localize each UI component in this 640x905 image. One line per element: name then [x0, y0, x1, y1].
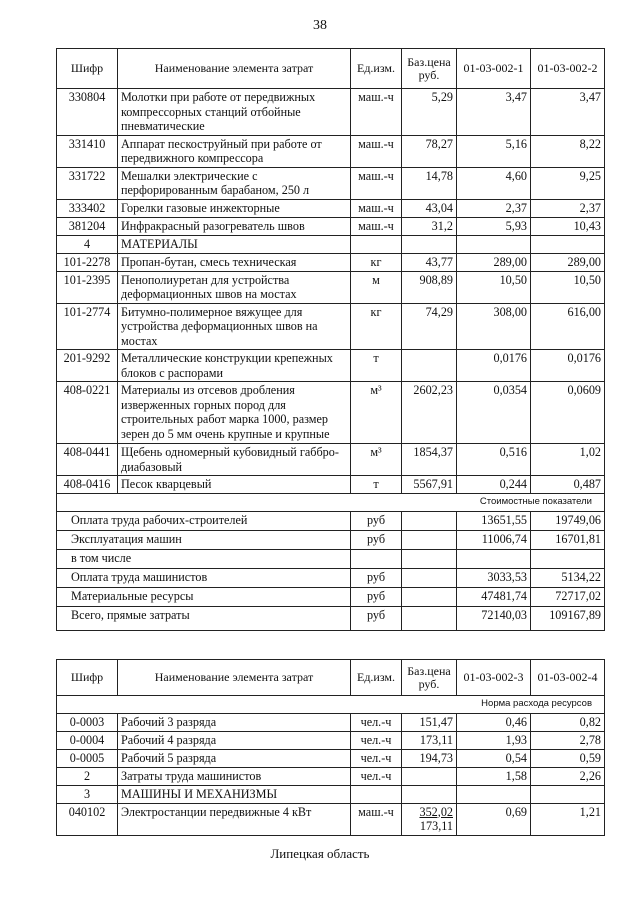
section-title: МАТЕРИАЛЫ — [118, 235, 351, 253]
table-row — [57, 89, 605, 136]
row-value-1: 3,47 — [457, 89, 531, 136]
row-name: Молотки при работе от передвижных компрессорных станций отбойные пневматические — [118, 89, 351, 136]
row-name: Электростанции передвижные 4 кВт — [118, 803, 351, 835]
row-code: 101-2395 — [57, 271, 118, 303]
row-code: 333402 — [57, 199, 118, 217]
summary-row — [57, 511, 605, 530]
row-price: 151,47 — [402, 713, 457, 731]
summary-row — [57, 549, 605, 568]
row-value-2: 0,487 — [531, 476, 605, 494]
summary-name: Материальные ресурсы — [57, 587, 351, 606]
section-title: МАШИНЫ И МЕХАНИЗМЫ — [118, 785, 351, 803]
summary-name: Эксплуатация машин — [57, 530, 351, 549]
summary-name: Оплата труда машинистов — [57, 568, 351, 587]
table-row — [57, 713, 605, 731]
row-value-1: 10,50 — [457, 271, 531, 303]
row-code: 330804 — [57, 89, 118, 136]
row-code: 101-2278 — [57, 253, 118, 271]
row-code: 331410 — [57, 135, 118, 167]
summary-unit — [351, 549, 402, 568]
row-code: 201-9292 — [57, 350, 118, 382]
summary-unit: руб — [351, 530, 402, 549]
row-unit: кг — [351, 303, 402, 350]
summary-value-2: 5134,22 — [531, 568, 605, 587]
row-value-1: 0,54 — [457, 749, 531, 767]
summary-value-2: 109167,89 — [531, 606, 605, 630]
summary-value-1: 72140,03 — [457, 606, 531, 630]
header-name: Наименование элемента затрат — [118, 49, 351, 89]
table-row — [57, 731, 605, 749]
row-code: 381204 — [57, 217, 118, 235]
row-unit: маш.-ч — [351, 167, 402, 199]
row-code: 101-2774 — [57, 303, 118, 350]
row-name: Рабочий 3 разряда — [118, 713, 351, 731]
row-name: Щебень одномерный кубовидный габбро-диабазовый — [118, 444, 351, 476]
row-price: 173,11 — [402, 731, 457, 749]
summary-value-2 — [531, 549, 605, 568]
row-code: 0-0005 — [57, 749, 118, 767]
summary-value-1: 13651,55 — [457, 511, 531, 530]
summary-unit: руб — [351, 606, 402, 630]
row-value-1: 0,46 — [457, 713, 531, 731]
table-row — [57, 217, 605, 235]
row-price — [402, 350, 457, 382]
summary-value-1 — [457, 549, 531, 568]
summary-row — [57, 530, 605, 549]
row-value-1: 1,93 — [457, 731, 531, 749]
header-name: Наименование элемента затрат — [118, 660, 351, 696]
row-unit: чел.-ч — [351, 749, 402, 767]
table-row — [57, 382, 605, 444]
row-code: 0-0004 — [57, 731, 118, 749]
row-unit: маш.-ч — [351, 217, 402, 235]
summary-row — [57, 606, 605, 630]
table-row — [57, 253, 605, 271]
row-code: 408-0441 — [57, 444, 118, 476]
section-number: 3 — [57, 785, 118, 803]
summary-value-2: 19749,06 — [531, 511, 605, 530]
row-code: 040102 — [57, 803, 118, 835]
summary-row — [57, 568, 605, 587]
table2-header-row — [57, 660, 605, 696]
row-price: 5,29 — [402, 89, 457, 136]
row-value-2: 9,25 — [531, 167, 605, 199]
row-unit: маш.-ч — [351, 803, 402, 835]
row-code: 408-0416 — [57, 476, 118, 494]
summary-unit: руб — [351, 587, 402, 606]
row-value-1: 0,69 — [457, 803, 531, 835]
cost-table-2 — [56, 659, 605, 836]
row-name: Мешалки электрические с перфорированным барабаном, 250 л — [118, 167, 351, 199]
row-price: 194,73 — [402, 749, 457, 767]
row-name: Затраты труда машинистов — [118, 767, 351, 785]
table-row — [57, 444, 605, 476]
row-name: Горелки газовые инжекторные — [118, 199, 351, 217]
header-price: Баз.цена руб. — [402, 49, 457, 89]
summary-name: Всего, прямые затраты — [57, 606, 351, 630]
row-value-2: 1,02 — [531, 444, 605, 476]
price-current: 352,02 — [419, 804, 453, 819]
row-unit: чел.-ч — [351, 713, 402, 731]
summary-row — [57, 587, 605, 606]
row-value-2: 1,21 — [531, 803, 605, 835]
row-unit: чел.-ч — [351, 767, 402, 785]
row-code: 2 — [57, 767, 118, 785]
table-row — [57, 803, 605, 835]
row-value-1: 308,00 — [457, 303, 531, 350]
row-value-2: 2,26 — [531, 767, 605, 785]
row-value-1: 4,60 — [457, 167, 531, 199]
row-name: Рабочий 4 разряда — [118, 731, 351, 749]
summary-unit: руб — [351, 568, 402, 587]
row-price: 2602,23 — [402, 382, 457, 444]
cost-table-1 — [56, 48, 605, 631]
row-unit: маш.-ч — [351, 89, 402, 136]
row-name: Песок кварцевый — [118, 476, 351, 494]
row-price: 78,27 — [402, 135, 457, 167]
row-name: Рабочий 5 разряда — [118, 749, 351, 767]
row-unit: чел.-ч — [351, 731, 402, 749]
summary-value-2: 16701,81 — [531, 530, 605, 549]
header-col1: 01-03-002-3 — [457, 660, 531, 696]
row-value-2: 0,0176 — [531, 350, 605, 382]
row-code: 408-0221 — [57, 382, 118, 444]
region-footer: Липецкая область — [270, 846, 370, 861]
row-value-2: 10,50 — [531, 271, 605, 303]
row-unit: маш.-ч — [351, 135, 402, 167]
row-name: Битумно-полимерное вяжущее для устройства деформационных швов на мостах — [118, 303, 351, 350]
cost-indicators-note: Стоимостные показатели — [57, 494, 605, 512]
row-unit: т — [351, 476, 402, 494]
table-row — [57, 135, 605, 167]
row-name: Аппарат пескоструйный при работе от передвижного компрессора — [118, 135, 351, 167]
page-number: 38 — [313, 18, 327, 33]
header-col1: 01-03-002-1 — [457, 49, 531, 89]
summary-name: Оплата труда рабочих-строителей — [57, 511, 351, 530]
row-unit: т — [351, 350, 402, 382]
row-name: Пропан-бутан, смесь техническая — [118, 253, 351, 271]
row-price: 43,04 — [402, 199, 457, 217]
summary-unit: руб — [351, 511, 402, 530]
row-value-2: 10,43 — [531, 217, 605, 235]
row-price: 908,89 — [402, 271, 457, 303]
table-row — [57, 199, 605, 217]
row-price: 74,29 — [402, 303, 457, 350]
row-name: Инфракрасный разогреватель швов — [118, 217, 351, 235]
row-name: Материалы из отсевов дробления изверженных горных пород для строительных работ марка 1000, размер зерен до 5 мм очень крупные и крупные — [118, 382, 351, 444]
section-row — [57, 235, 605, 253]
header-price: Баз.цена руб. — [402, 660, 457, 696]
row-price: 14,78 — [402, 167, 457, 199]
price-previous: 173,11 — [419, 819, 453, 833]
row-value-1: 5,16 — [457, 135, 531, 167]
table1-header-row — [57, 49, 605, 89]
table-row — [57, 476, 605, 494]
row-value-2: 616,00 — [531, 303, 605, 350]
row-value-2: 2,78 — [531, 731, 605, 749]
row-value-1: 2,37 — [457, 199, 531, 217]
summary-value-2: 72717,02 — [531, 587, 605, 606]
header-code: Шифр — [57, 49, 118, 89]
row-value-2: 3,47 — [531, 89, 605, 136]
table-row — [57, 767, 605, 785]
row-price — [402, 767, 457, 785]
row-unit: м — [351, 271, 402, 303]
row-price: 5567,91 — [402, 476, 457, 494]
table-row — [57, 271, 605, 303]
resource-note-row — [57, 696, 605, 714]
row-value-2: 0,59 — [531, 749, 605, 767]
row-value-1: 0,0354 — [457, 382, 531, 444]
row-value-2: 289,00 — [531, 253, 605, 271]
row-unit: кг — [351, 253, 402, 271]
section-number: 4 — [57, 235, 118, 253]
row-value-2: 0,0609 — [531, 382, 605, 444]
header-col2: 01-03-002-4 — [531, 660, 605, 696]
table-row — [57, 749, 605, 767]
row-unit: м³ — [351, 444, 402, 476]
resource-norm-note: Норма расхода ресурсов — [57, 696, 605, 714]
cost-note-row — [57, 494, 605, 512]
header-code: Шифр — [57, 660, 118, 696]
row-value-1: 0,0176 — [457, 350, 531, 382]
row-price — [402, 803, 457, 835]
table-row — [57, 350, 605, 382]
row-price: 43,77 — [402, 253, 457, 271]
summary-name: в том числе — [57, 549, 351, 568]
row-value-1: 5,93 — [457, 217, 531, 235]
table-row — [57, 167, 605, 199]
row-value-1: 1,58 — [457, 767, 531, 785]
row-unit: м³ — [351, 382, 402, 444]
row-value-2: 2,37 — [531, 199, 605, 217]
summary-value-1: 47481,74 — [457, 587, 531, 606]
row-code: 331722 — [57, 167, 118, 199]
row-price: 1854,37 — [402, 444, 457, 476]
row-value-1: 0,244 — [457, 476, 531, 494]
header-col2: 01-03-002-2 — [531, 49, 605, 89]
row-code: 0-0003 — [57, 713, 118, 731]
row-price: 31,2 — [402, 217, 457, 235]
row-unit: маш.-ч — [351, 199, 402, 217]
summary-value-1: 3033,53 — [457, 568, 531, 587]
header-unit: Ед.изм. — [351, 49, 402, 89]
row-name: Металлические конструкции крепежных блоков с распорами — [118, 350, 351, 382]
header-unit: Ед.изм. — [351, 660, 402, 696]
row-name: Пенополиуретан для устройства деформационных швов на мостах — [118, 271, 351, 303]
summary-value-1: 11006,74 — [457, 530, 531, 549]
row-value-1: 0,516 — [457, 444, 531, 476]
row-value-2: 0,82 — [531, 713, 605, 731]
row-value-2: 8,22 — [531, 135, 605, 167]
table-row — [57, 303, 605, 350]
section-row — [57, 785, 605, 803]
row-value-1: 289,00 — [457, 253, 531, 271]
